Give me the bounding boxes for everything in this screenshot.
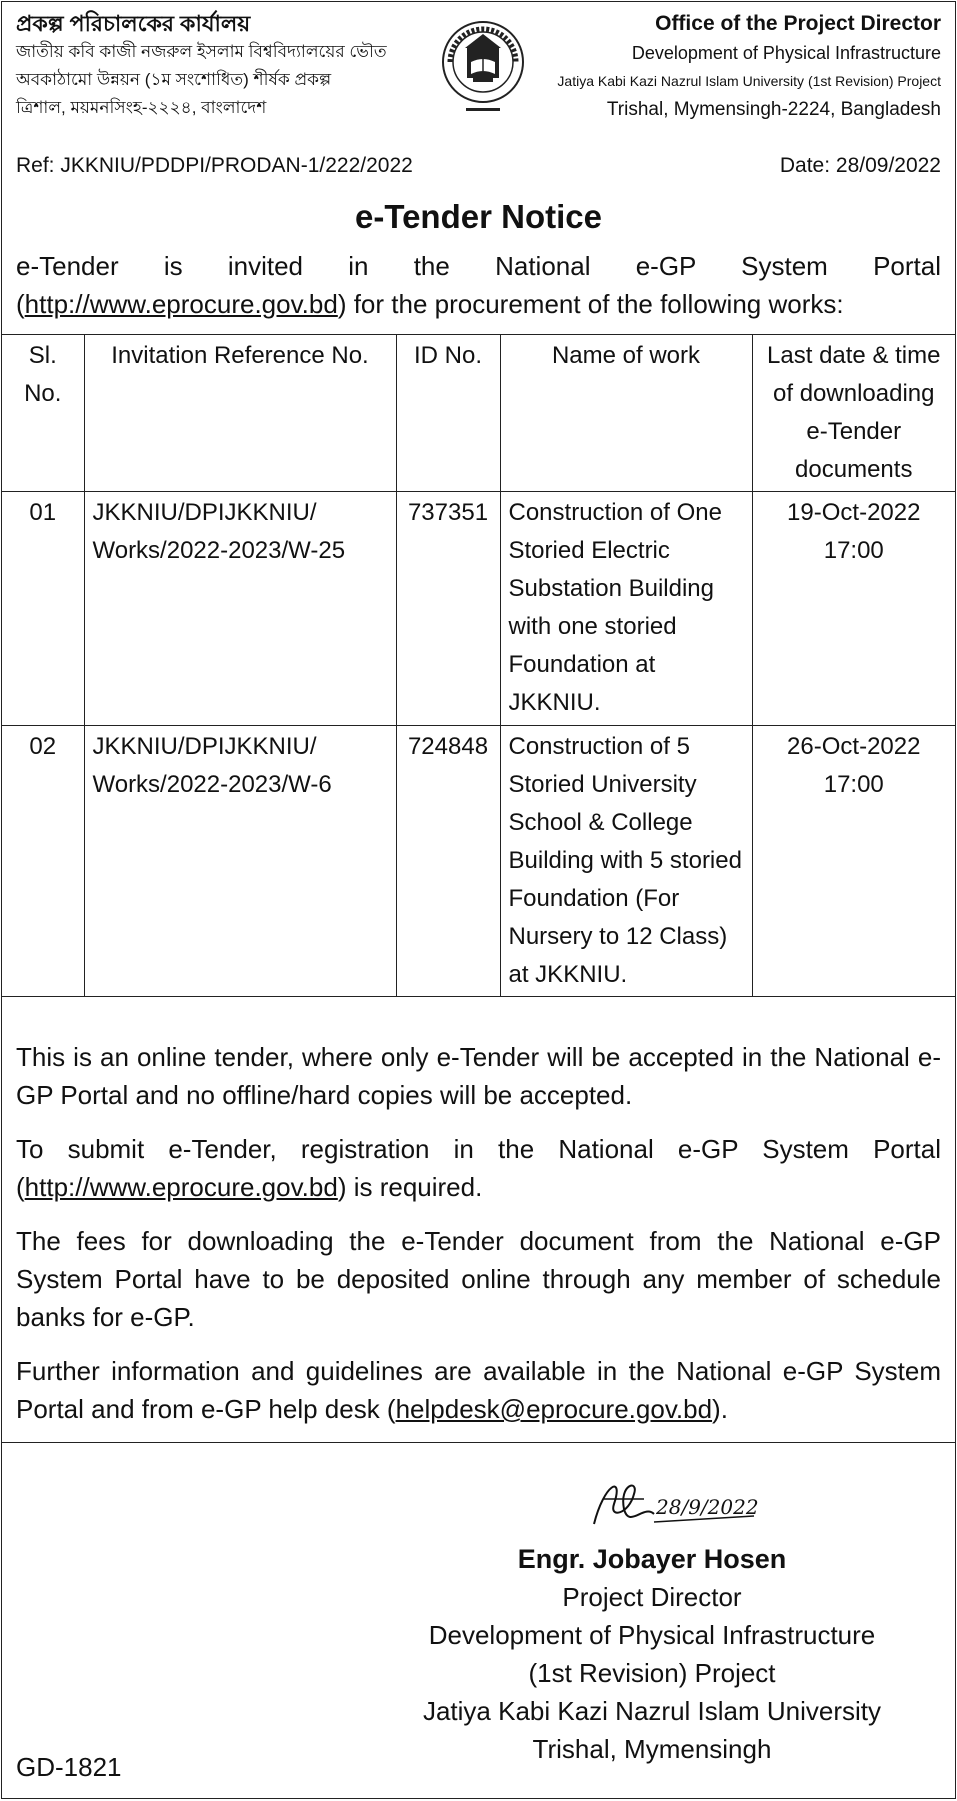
col-header-name-of-work: Name of work [500, 335, 752, 492]
cell-id: 724848 [396, 726, 500, 997]
letterhead [2, 2, 955, 142]
reference-number: Ref: JKKNIU/PDDPI/PRODAN-1/222/2022 [16, 154, 413, 177]
page-title: e-Tender Notice [355, 198, 602, 235]
project-line-en-2: Jatiya Kabi Kazi Nazrul Islam University (1st Revision) Project [557, 73, 941, 89]
office-title-bn: প্রকল্প পরিচালকের কার্যালয় [16, 11, 251, 36]
cell-id: 737351 [396, 492, 500, 726]
signatory-project-2: (1st Revision) Project [528, 1658, 776, 1688]
last-time: 17:00 [823, 771, 884, 798]
condition-registration [16, 1130, 941, 1206]
letterhead-english [521, 10, 941, 126]
cell-last-date [752, 726, 955, 997]
signatory-address: Trishal, Mymensingh [532, 1734, 772, 1764]
col-header-invitation-ref: Invitation Reference No. [84, 335, 396, 492]
last-time: 17:00 [823, 537, 884, 564]
project-line-bn-2: অবকাঠামো উন্নয়ন (১ম সংশোধিত) শীর্ষক প্রকল্প [16, 70, 332, 89]
col-header-id: ID No. [396, 335, 500, 492]
paren-open: ( [16, 289, 25, 319]
helpdesk-email-link[interactable]: helpdesk@eprocure.gov.bd [395, 1394, 713, 1424]
intro-line-2-rest: ) for the procurement of the following works: [337, 289, 844, 319]
signatory-title: Project Director [562, 1582, 742, 1612]
intro-line-1: e-Tender is invited in the National e-GP System Portal [16, 251, 941, 281]
tender-table [2, 334, 955, 997]
signatory-name: Engr. Jobayer Hosen [517, 1544, 787, 1574]
address-bn: ত্রিশাল, ময়মনসিংহ-২২২৪, বাংলাদেশ [16, 98, 267, 117]
last-date: 26-Oct-2022 [787, 733, 921, 760]
condition-online-tender: This is an online tender, where only e-Tender will be accepted in the National e-GP Portal and no offline/hard copies will be accepted. [16, 1042, 941, 1110]
signatory-university: Jatiya Kabi Kazi Nazrul Islam University [422, 1696, 882, 1726]
table-header-row [2, 335, 955, 492]
intro-paragraph [16, 247, 941, 323]
university-logo-icon [438, 8, 528, 120]
letterhead-bangla [16, 10, 436, 122]
eprocure-link[interactable]: http://www.eprocure.gov.bd [24, 289, 338, 319]
notice-date: Date: 28/09/2022 [779, 154, 941, 177]
signatory-project-1: Development of Physical Infrastructure [428, 1620, 876, 1650]
cell-sl: 02 [2, 726, 84, 997]
signature-icon [584, 1464, 764, 1544]
signatory-block [402, 1540, 902, 1768]
table-row [2, 726, 955, 997]
col-header-sl: Sl. No. [2, 335, 84, 492]
conditions-section [16, 1038, 941, 1444]
intro-line-2 [16, 285, 941, 323]
project-line-bn-1: জাতীয় কবি কাজী নজরুল ইসলাম বিশ্ববিদ্যালয়ের ভৌত [16, 42, 387, 61]
cell-last-date [752, 492, 955, 726]
paren-open: ( [16, 1172, 25, 1202]
help-rest: ). [712, 1394, 728, 1424]
cell-name-of-work: Construction of 5 Storied University School & College Building with 5 storied Foundation (For Nursery to 12 Class) at JKKNIU. [500, 726, 752, 997]
address-en: Trishal, Mymensingh-2224, Bangladesh [606, 99, 941, 120]
help-text: Further information and guidelines are available in the National e-GP System Portal and from e-GP help desk ( [16, 1356, 941, 1424]
last-date: 19-Oct-2022 [787, 499, 921, 526]
table-row [2, 492, 955, 726]
reference-row [16, 154, 941, 184]
cell-sl: 01 [2, 492, 84, 726]
condition-help [16, 1352, 941, 1428]
registration-line-1: To submit e-Tender, registration in the National e-GP System Portal [16, 1134, 941, 1164]
col-header-last-date: Last date & time of downloading e-Tender documents [752, 335, 955, 492]
cell-name-of-work: Construction of One Storied Electric Substation Building with one storied Foundation at JKKNIU. [500, 492, 752, 726]
cell-invitation-ref: JKKNIU/DPIJKKNIU/ Works/2022-2023/W-25 [84, 492, 396, 726]
eprocure-link[interactable]: http://www.eprocure.gov.bd [24, 1172, 338, 1202]
office-title-en: Office of the Project Director [655, 12, 941, 35]
gd-number: GD-1821 [16, 1752, 122, 1782]
divider [2, 1442, 955, 1443]
signature-date: 28/9/2022 [656, 1495, 759, 1519]
condition-fees: The fees for downloading the e-Tender document from the National e-GP System Portal have to be deposited online through any member of schedule banks for e-GP. [16, 1226, 941, 1332]
project-line-en-1: Development of Physical Infrastructure [631, 43, 941, 63]
cell-invitation-ref: JKKNIU/DPIJKKNIU/ Works/2022-2023/W-6 [84, 726, 396, 997]
tender-notice-page [1, 1, 956, 1799]
registration-rest: ) is required. [337, 1172, 483, 1202]
